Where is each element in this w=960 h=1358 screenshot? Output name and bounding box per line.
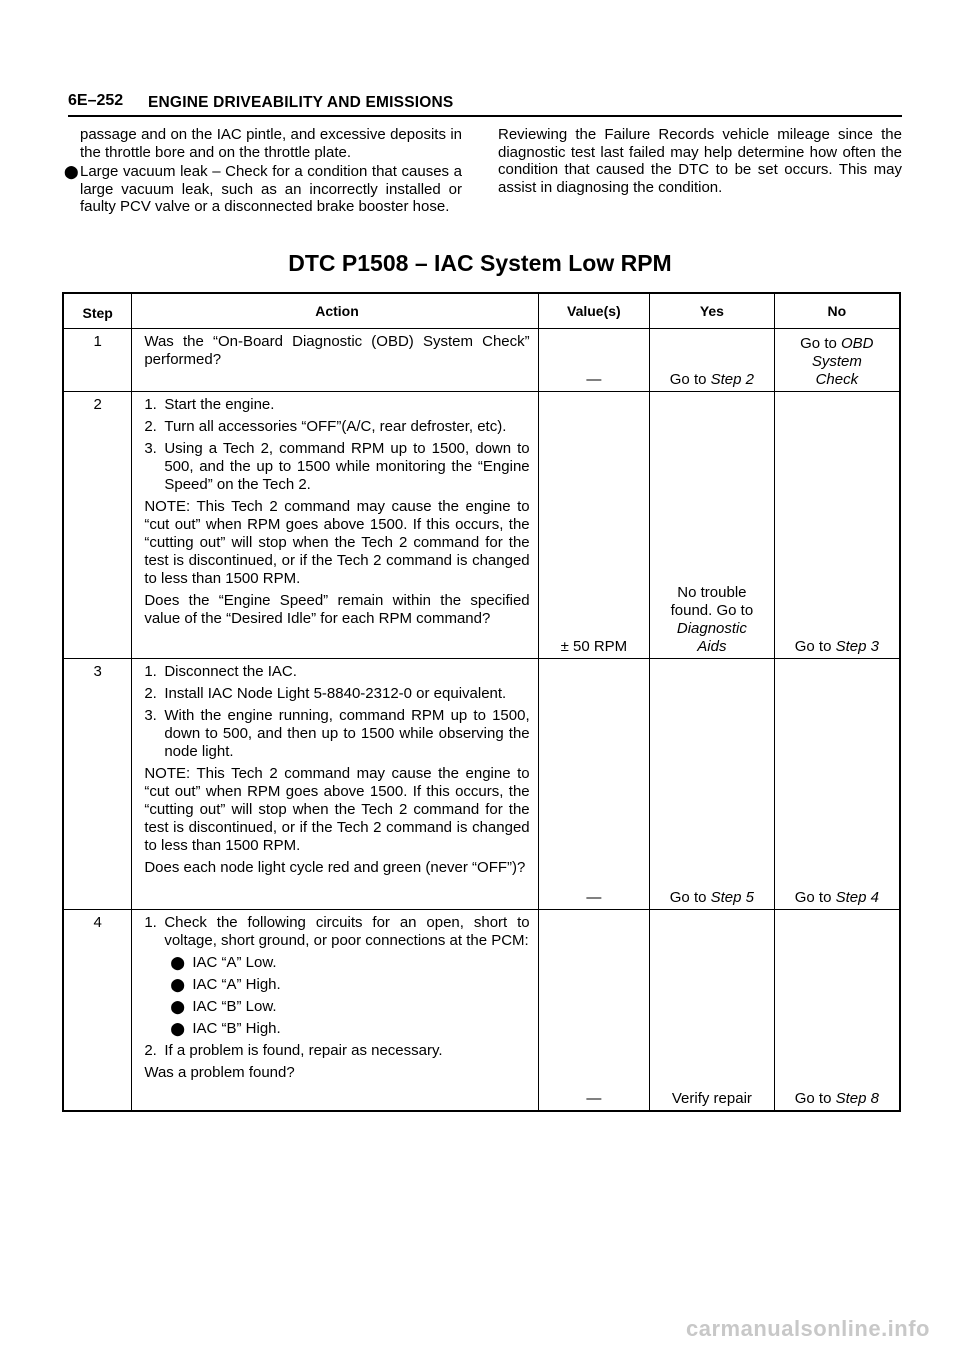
step-question: Does each node light cycle red and green (never “OFF”)? bbox=[144, 859, 526, 876]
step-number: 4 bbox=[63, 910, 132, 1112]
diagnostic-table bbox=[62, 292, 901, 1112]
circuit-item: ⬤ IAC “A” Low. bbox=[170, 954, 277, 971]
intro-right-paragraph: Reviewing the Failure Records vehicle mileage since the diagnostic test last failed may help determine how often the condition that caused the DTC to be set occurs. This may assist in diagnosing the condition. bbox=[498, 126, 902, 196]
document-title: DTC P1508 – IAC System Low RPM bbox=[288, 250, 672, 276]
action-cell bbox=[132, 910, 538, 1112]
step-reference-link[interactable]: OBD System Check bbox=[811, 335, 874, 388]
step-reference-link[interactable]: Diagnostic Aids bbox=[676, 620, 747, 655]
header-yes: Yes bbox=[650, 293, 775, 329]
step-reference-link[interactable]: Step 5 bbox=[710, 889, 754, 906]
bullet-icon: ⬤ bbox=[170, 999, 185, 1014]
action-item: 2. Install IAC Node Light 5-8840-2312-0 or equivalent. bbox=[144, 685, 507, 702]
step-question: Does the “Engine Speed” remain within the specified value of the “Desired Idle” for each RPM command? bbox=[144, 592, 530, 627]
no-text: Go to OBD System Check bbox=[800, 335, 874, 388]
action-cell bbox=[132, 329, 538, 392]
step-reference-link[interactable]: Step 4 bbox=[835, 889, 879, 906]
intro-left-paragraph: passage and on the IAC pintle, and excessive deposits in the throttle bore and on the throttle plate. bbox=[80, 126, 462, 161]
header-no: No bbox=[774, 293, 900, 329]
step-reference-link[interactable]: Step 2 bbox=[710, 371, 754, 388]
no-cell bbox=[774, 329, 900, 392]
yes-cell bbox=[650, 329, 775, 392]
no-text: Go to Step 4 bbox=[794, 889, 879, 906]
bullet-icon: ⬤ bbox=[170, 977, 185, 992]
bullet-icon: ⬤ bbox=[170, 955, 185, 970]
action-cell bbox=[132, 392, 538, 659]
yes-cell bbox=[650, 910, 775, 1112]
value-text: — bbox=[586, 1090, 602, 1107]
value-cell bbox=[538, 910, 649, 1112]
intro-left-column bbox=[64, 126, 462, 216]
page-number: 6E–252 bbox=[68, 92, 124, 109]
step-reference-link[interactable]: Step 8 bbox=[835, 1090, 879, 1107]
no-cell bbox=[774, 659, 900, 910]
table-row bbox=[63, 659, 900, 910]
table-row bbox=[63, 910, 900, 1112]
value-text: — bbox=[586, 889, 602, 906]
action-note: NOTE: This Tech 2 command may cause the engine to “cut out” when RPM goes above 1500. If this occurs, the “cutting out” will stop when the Tech 2 command for the test is discontinued, or if the Tech 2 command is changed to less than 1500 RPM. bbox=[144, 765, 530, 854]
value-cell bbox=[538, 392, 649, 659]
watermark: carmanualsonline.info bbox=[686, 1316, 930, 1341]
step-question: Was the “On-Board Diagnostic (OBD) System Check” performed? bbox=[144, 333, 530, 368]
circuit-item: ⬤ IAC “B” High. bbox=[170, 1020, 281, 1037]
intro-right-column bbox=[498, 126, 902, 196]
table-header-row bbox=[63, 293, 900, 329]
yes-text: Go to Step 2 bbox=[669, 371, 754, 388]
circuit-item: ⬤ IAC “B” Low. bbox=[170, 998, 277, 1015]
header-step: Step bbox=[63, 293, 132, 329]
intro-bullet-text: Large vacuum leak – Check for a condition that causes a large vacuum leak, such as an incorrectly installed or faulty PCV valve or a disconnected brake booster hose. bbox=[80, 163, 462, 215]
no-cell bbox=[774, 910, 900, 1112]
no-text: Go to Step 3 bbox=[794, 638, 879, 655]
yes-text: Go to Step 5 bbox=[669, 889, 754, 906]
action-item: 2. Turn all accessories “OFF”(A/C, rear defroster, etc). bbox=[144, 418, 507, 435]
yes-text: No trouble found. Go to Diagnostic Aids bbox=[670, 584, 754, 655]
action-item: 2. If a problem is found, repair as necessary. bbox=[144, 1042, 443, 1059]
step-number: 2 bbox=[63, 392, 132, 659]
table-row bbox=[63, 392, 900, 659]
value-cell bbox=[538, 329, 649, 392]
step-reference-link[interactable]: Step 3 bbox=[835, 638, 879, 655]
action-note: NOTE: This Tech 2 command may cause the engine to “cut out” when RPM goes above 1500. If this occurs, the “cutting out” will stop when the Tech 2 command for the test is discontinued, or if the Tech 2 command is changed to less than 1500 RPM. bbox=[144, 498, 530, 587]
value-cell bbox=[538, 659, 649, 910]
yes-cell bbox=[650, 659, 775, 910]
value-text: ± 50 RPM bbox=[560, 638, 628, 655]
header-value: Value(s) bbox=[538, 293, 649, 329]
yes-text: Verify repair bbox=[671, 1090, 752, 1107]
action-cell bbox=[132, 659, 538, 910]
section-title: ENGINE DRIVEABILITY AND EMISSIONS bbox=[148, 94, 454, 111]
action-item: 3. With the engine running, command RPM up to 1500, down to 500, and then up to 1500 while observing the node light. bbox=[144, 707, 530, 760]
header-action: Action bbox=[132, 293, 538, 329]
bullet-icon: ⬤ bbox=[170, 1021, 185, 1036]
action-item: 1. Check the following circuits for an open, short to voltage, short ground, or poor connections at the PCM: bbox=[144, 914, 530, 949]
action-item: 3. Using a Tech 2, command RPM up to 1500, down to 500, and the up to 1500 while monitoring the “Engine Speed” on the Tech 2. bbox=[144, 440, 530, 493]
step-number: 1 bbox=[63, 329, 132, 392]
yes-cell bbox=[650, 392, 775, 659]
value-text: — bbox=[586, 371, 602, 388]
bullet-icon: ⬤ bbox=[64, 164, 79, 179]
header-rule bbox=[68, 115, 902, 117]
circuit-item: ⬤ IAC “A” High. bbox=[170, 976, 281, 993]
no-cell bbox=[774, 392, 900, 659]
action-item: 1. Disconnect the IAC. bbox=[144, 663, 297, 680]
step-question: Was a problem found? bbox=[144, 1064, 295, 1081]
action-item: 1. Start the engine. bbox=[144, 396, 275, 413]
no-text: Go to Step 8 bbox=[794, 1090, 879, 1107]
intro-bullet bbox=[64, 163, 462, 216]
step-number: 3 bbox=[63, 659, 132, 910]
table-row bbox=[63, 329, 900, 392]
